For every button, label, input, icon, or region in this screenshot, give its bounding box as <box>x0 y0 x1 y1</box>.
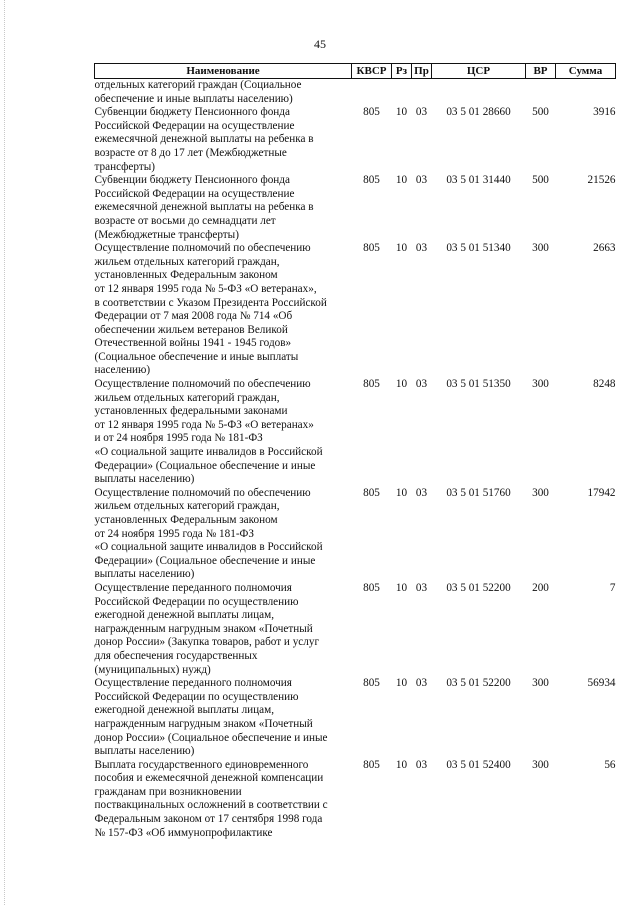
row-sum <box>556 79 616 107</box>
row-name <box>95 677 352 759</box>
row-csr <box>432 79 526 107</box>
row-name-line: отдельных категорий граждан (Социальное <box>94 79 302 91</box>
row-csr: 03 5 01 51760 <box>446 486 511 499</box>
row-kvsr <box>352 79 392 107</box>
row-vr: 300 <box>532 677 549 690</box>
row-name-line: поствакцинальных осложнений в соответствии с <box>94 799 328 812</box>
row-csr: 03 5 01 52400 <box>446 758 511 771</box>
row-name-line: населению) <box>94 364 151 377</box>
row-name-line: от 24 ноября 1995 года № 181-ФЗ <box>94 527 254 540</box>
row-csr: 03 5 01 31440 <box>446 174 511 187</box>
row-name-line: трансферты) <box>94 160 155 173</box>
row-name-line: жильем отдельных категорий граждан, <box>94 500 280 513</box>
header-rz: Рз <box>392 64 412 79</box>
row-pr: 03 <box>415 174 428 187</box>
row-name-line: жильем отдельных категорий граждан, <box>94 255 280 268</box>
row-name-line: награжденным нагрудным знаком «Почетный <box>94 622 313 635</box>
row-vr: 300 <box>532 486 549 499</box>
row-name-line: обеспечении жильем ветеранов Великой <box>94 323 288 336</box>
row-vr: 200 <box>532 581 549 594</box>
row-pr: 03 <box>415 242 428 255</box>
table-header-row <box>95 64 616 79</box>
row-pr: 03 <box>415 677 428 690</box>
header-sum: Сумма <box>556 64 616 79</box>
row-vr: 300 <box>532 242 549 255</box>
header-vr: ВР <box>526 64 556 79</box>
row-name-line: Российской Федерации по осуществлению <box>94 690 299 703</box>
row-rz: 10 <box>395 758 408 771</box>
row-sum: 56934 <box>587 677 616 690</box>
row-name-line: ежемесячной денежной выплаты на ребенка в <box>94 201 314 214</box>
row-csr: 03 5 01 52200 <box>446 581 511 594</box>
row-name <box>95 378 352 487</box>
row-vr: 300 <box>532 758 549 771</box>
header-csr: ЦСР <box>432 64 526 79</box>
header-pr: Пр <box>412 64 432 79</box>
row-name-line: (Социальное обеспечение и иные выплаты <box>94 350 299 363</box>
row-name-line: Федерации» (Социальное обеспечение и иные <box>94 554 316 567</box>
row-rz: 10 <box>395 677 408 690</box>
row-name-line: Субвенции бюджету Пенсионного фонда <box>94 174 290 187</box>
row-name-line: Осуществление полномочий по обеспечению <box>94 486 311 499</box>
table-row <box>95 79 616 107</box>
row-sum: 8248 <box>593 378 616 391</box>
row-name-line: награжденным нагрудным знаком «Почетный <box>94 717 313 730</box>
row-vr <box>526 79 556 107</box>
row-sum: 56 <box>604 758 616 771</box>
row-name-line: Отечественной войны 1941 - 1945 годов» <box>94 337 292 350</box>
row-kvsr: 805 <box>363 378 380 391</box>
row-name-line: возрасте от 8 до 17 лет (Межбюджетные <box>94 146 287 159</box>
table-row <box>95 174 616 242</box>
table-row <box>95 677 616 759</box>
row-name-line: ежегодной денежной выплаты лицам, <box>94 704 275 717</box>
row-name-line: выплаты населению) <box>94 568 195 581</box>
row-name-line: «О социальной защите инвалидов в Российской <box>94 446 323 459</box>
scan-edge <box>4 0 6 905</box>
row-kvsr: 805 <box>363 486 380 499</box>
table-body <box>95 79 616 841</box>
row-name-line: пособия и ежемесячной денежной компенсации <box>94 772 324 785</box>
row-name-line: № 157-ФЗ «Об иммунопрофилактике <box>94 826 273 839</box>
row-name-line: Федерации» (Социальное обеспечение и иные <box>94 459 316 472</box>
row-name <box>95 582 352 677</box>
row-kvsr: 805 <box>363 174 380 187</box>
row-name <box>95 759 352 841</box>
table-row <box>95 106 616 174</box>
row-sum: 7 <box>609 581 616 594</box>
row-pr: 03 <box>415 581 428 594</box>
budget-table <box>94 63 616 840</box>
row-name-line: Российской Федерации на осуществление <box>94 119 295 132</box>
row-name-line: и от 24 ноября 1995 года № 181-ФЗ <box>94 432 263 445</box>
row-pr: 03 <box>415 106 428 119</box>
row-csr: 03 5 01 51350 <box>446 378 511 391</box>
table-row <box>95 378 616 487</box>
table-row <box>95 487 616 582</box>
row-kvsr: 805 <box>363 758 380 771</box>
row-vr: 500 <box>532 106 549 119</box>
row-pr: 03 <box>415 758 428 771</box>
row-sum: 2663 <box>593 242 616 255</box>
row-pr <box>412 79 432 107</box>
row-name-line: «О социальной защите инвалидов в Российской <box>94 541 323 554</box>
row-sum: 3916 <box>593 106 616 119</box>
row-name-line: выплаты населению) <box>94 473 195 486</box>
row-name-line: Российской Федерации по осуществлению <box>94 595 299 608</box>
row-name-line: (муниципальных) нужд) <box>94 663 211 676</box>
table-row <box>95 759 616 841</box>
row-rz: 10 <box>395 486 408 499</box>
row-name-line: ежегодной денежной выплаты лицам, <box>94 609 275 622</box>
table-row <box>95 582 616 677</box>
row-name <box>95 106 352 174</box>
header-kvsr: КВСР <box>352 64 392 79</box>
row-name-line: гражданам при возникновении <box>94 785 242 798</box>
row-rz: 10 <box>395 174 408 187</box>
row-rz <box>392 79 412 107</box>
row-sum: 21526 <box>587 174 616 187</box>
row-name-line: выплаты населению) <box>94 745 195 758</box>
row-name-line: донор России» (Закупка товаров, работ и услуг <box>94 636 320 649</box>
row-name-line: Выплата государственного единовременного <box>94 758 309 771</box>
page-number: 45 <box>314 37 326 51</box>
row-name-line: Осуществление переданного полномочия <box>94 581 292 594</box>
row-csr: 03 5 01 28660 <box>446 106 511 119</box>
row-rz: 10 <box>395 581 408 594</box>
row-pr: 03 <box>415 378 428 391</box>
row-name-line: Осуществление полномочий по обеспечению <box>94 378 311 391</box>
row-name-line: установленных федеральными законами <box>94 405 288 418</box>
row-name-line: в соответствии с Указом Президента Российской <box>94 296 327 309</box>
row-name-line: Осуществление полномочий по обеспечению <box>94 242 311 255</box>
row-name-line: от 12 января 1995 года № 5-ФЗ «О ветеранах», <box>94 282 317 295</box>
row-name-line: Федерации от 7 мая 2008 года № 714 «Об <box>94 310 293 323</box>
row-name-line: Федеральным законом от 17 сентября 1998 года <box>94 813 323 826</box>
row-kvsr: 805 <box>363 242 380 255</box>
row-name-line: (Межбюджетные трансферты) <box>94 228 239 241</box>
row-name <box>95 79 352 107</box>
row-name-line: для обеспечения государственных <box>94 649 258 662</box>
row-kvsr: 805 <box>363 677 380 690</box>
row-rz: 10 <box>395 106 408 119</box>
row-name-line: возрасте от восьми до семнадцати лет <box>94 214 276 227</box>
row-name <box>95 174 352 242</box>
row-name <box>95 487 352 582</box>
row-csr: 03 5 01 51340 <box>446 242 511 255</box>
row-rz: 10 <box>395 378 408 391</box>
row-kvsr: 805 <box>363 106 380 119</box>
row-sum: 17942 <box>587 486 616 499</box>
row-name-line: Осуществление переданного полномочия <box>94 677 292 690</box>
table-row <box>95 242 616 378</box>
row-name-line: Российской Федерации на осуществление <box>94 187 295 200</box>
row-csr: 03 5 01 52200 <box>446 677 511 690</box>
row-pr: 03 <box>415 486 428 499</box>
row-name-line: Субвенции бюджету Пенсионного фонда <box>94 106 290 119</box>
row-vr: 300 <box>532 378 549 391</box>
row-name-line: установленных Федеральным законом <box>94 514 278 526</box>
row-name-line: установленных Федеральным законом <box>94 269 278 282</box>
row-vr: 500 <box>532 174 549 187</box>
row-name <box>95 242 352 378</box>
row-name-line: обеспечение и иные выплаты населению) <box>94 92 293 105</box>
row-rz: 10 <box>395 242 408 255</box>
row-name-line: от 12 января 1995 года № 5-ФЗ «О ветеранах» <box>94 418 314 431</box>
header-name: Наименование <box>95 64 352 79</box>
row-kvsr: 805 <box>363 581 380 594</box>
row-name-line: ежемесячной денежной выплаты на ребенка в <box>94 133 314 146</box>
row-name-line: донор России» (Социальное обеспечение и иные <box>94 731 328 744</box>
row-name-line: жильем отдельных категорий граждан, <box>94 391 280 404</box>
